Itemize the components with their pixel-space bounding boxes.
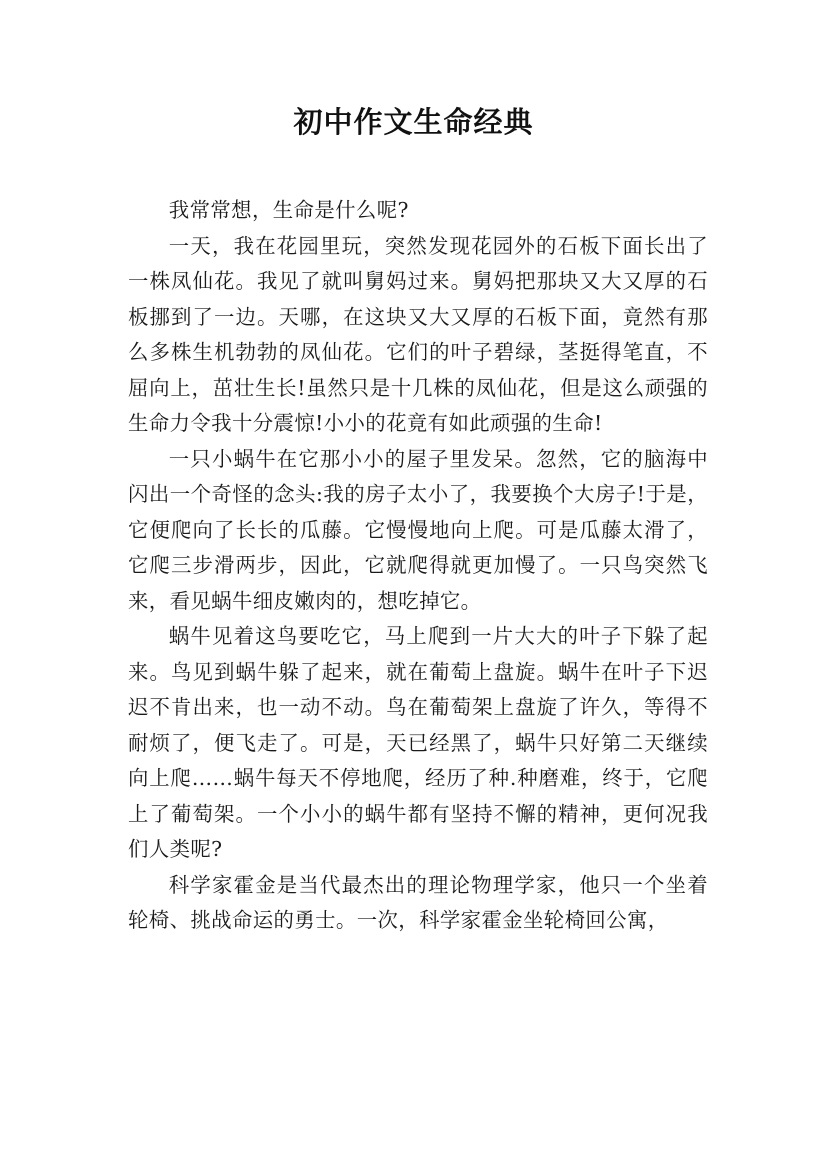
paragraph: 一天，我在花园里玩，突然发现花园外的石板下面长出了一株凤仙花。我见了就叫舅妈过来。舅妈把那块又大又厚的石板挪到了一边。天哪，在这块又大又厚的石板下面，竟然有那么多株生机勃勃的凤仙花。它们的叶子碧绿，茎挺得笔直，不屈向上，茁壮生长!虽然只是十几株的凤仙花，但是这么顽强的生命力令我十分震惊!小小的花竟有如此顽强的生命!: [128, 233, 708, 435]
paragraph: 我常常想，生命是什么呢?: [168, 198, 409, 222]
paragraph: 一只小蜗牛在它那小小的屋子里发呆。忽然，它的脑海中闪出一个奇怪的念头:我的房子太小了，我要换个大房子!于是，它便爬向了长长的瓜藤。它慢慢地向上爬。可是瓜藤太滑了，它爬三步滑两步，因此，它就爬得就更加慢了。一只鸟突然飞来，看见蜗牛细皮嫩肉的，想吃掉它。: [128, 446, 708, 613]
paragraph: 科学家霍金是当代最杰出的理论物理学家，他只一个坐着轮椅、挑战命运的勇士。一次，科学家霍金坐轮椅回公寓，: [128, 872, 708, 932]
page-title: 初中作文生命经典: [293, 105, 534, 139]
paragraph: 蜗牛见着这鸟要吃它，马上爬到一片大大的叶子下躲了起来。鸟见到蜗牛躲了起来，就在葡萄上盘旋。蜗牛在叶子下迟迟不肯出来，也一动不动。鸟在葡萄架上盘旋了许久，等得不耐烦了，便飞走了。可是，天已经黑了，蜗牛只好第二天继续向上爬……蜗牛每天不停地爬，经历了种.种磨难，终于，它爬上了葡萄架。一个小小的蜗牛都有坚持不懈的精神，更何况我们人类呢?: [128, 624, 708, 861]
article-body: [128, 193, 708, 939]
